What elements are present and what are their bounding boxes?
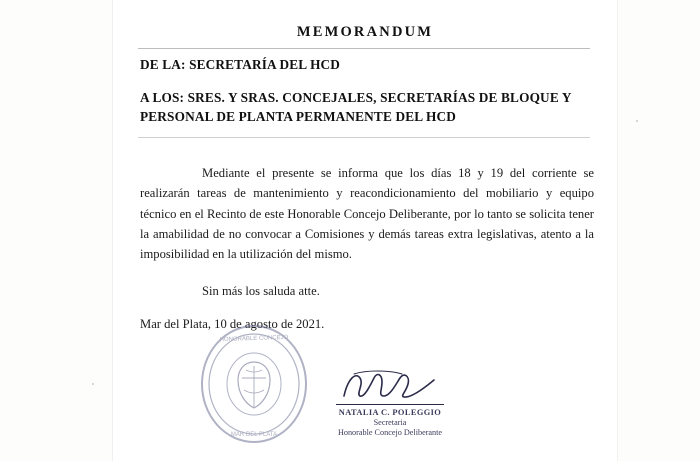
signature-role: Secretaria bbox=[373, 418, 407, 427]
to-value-line-2: PERSONAL DE PLANTA PERMANENTE DEL HCD bbox=[140, 108, 456, 124]
to-value-line-1: SRES. Y SRAS. CONCEJALES, SECRETARÍAS DE BLOQUE Y bbox=[187, 90, 572, 105]
to-line bbox=[140, 89, 598, 127]
signature-block bbox=[310, 368, 470, 437]
signature-name: NATALIA C. POLEGGIO bbox=[338, 408, 442, 417]
body-divider bbox=[138, 137, 590, 138]
svg-text:HONORABLE CONCEJO: HONORABLE CONCEJO bbox=[219, 334, 289, 344]
header-divider bbox=[138, 48, 590, 49]
place-and-date: Mar del Plata, 10 de agosto de 2021. bbox=[140, 317, 325, 332]
page-right-margin bbox=[617, 0, 700, 461]
body-paragraph bbox=[140, 163, 594, 265]
from-value: SECRETARÍA DEL HCD bbox=[189, 57, 341, 72]
closing-paragraph bbox=[140, 281, 594, 301]
signature-rule bbox=[336, 404, 444, 405]
svg-text:MAR DEL PLATA: MAR DEL PLATA bbox=[230, 432, 278, 438]
from-label: DE LA: bbox=[140, 57, 186, 72]
official-seal-icon bbox=[196, 322, 312, 446]
closing-text: Sin más los saluda atte. bbox=[202, 283, 320, 298]
scan-speck bbox=[636, 120, 638, 122]
handwritten-signature-icon bbox=[310, 368, 470, 402]
scan-speck bbox=[92, 383, 94, 385]
from-line bbox=[140, 57, 598, 73]
to-label: A LOS: bbox=[140, 90, 185, 105]
signature-organization: Honorable Concejo Deliberante bbox=[337, 428, 443, 437]
page-left-margin bbox=[0, 0, 113, 461]
page-title: MEMORANDUM bbox=[296, 24, 434, 40]
body-paragraph-text: Mediante el presente se informa que los días 18 y 19 del corriente se realizarán tareas de mantenimiento y reacondicionamiento del mobiliario y equipo técnico en el Recinto de este Honorable Concejo Deliberante, por lo tanto se solicita tener la amabilidad de no convocar a Comisiones y demás tareas extra legislativas, atento a la imposibilidad en la utilización del mismo. bbox=[140, 165, 594, 262]
body-text bbox=[140, 163, 594, 301]
